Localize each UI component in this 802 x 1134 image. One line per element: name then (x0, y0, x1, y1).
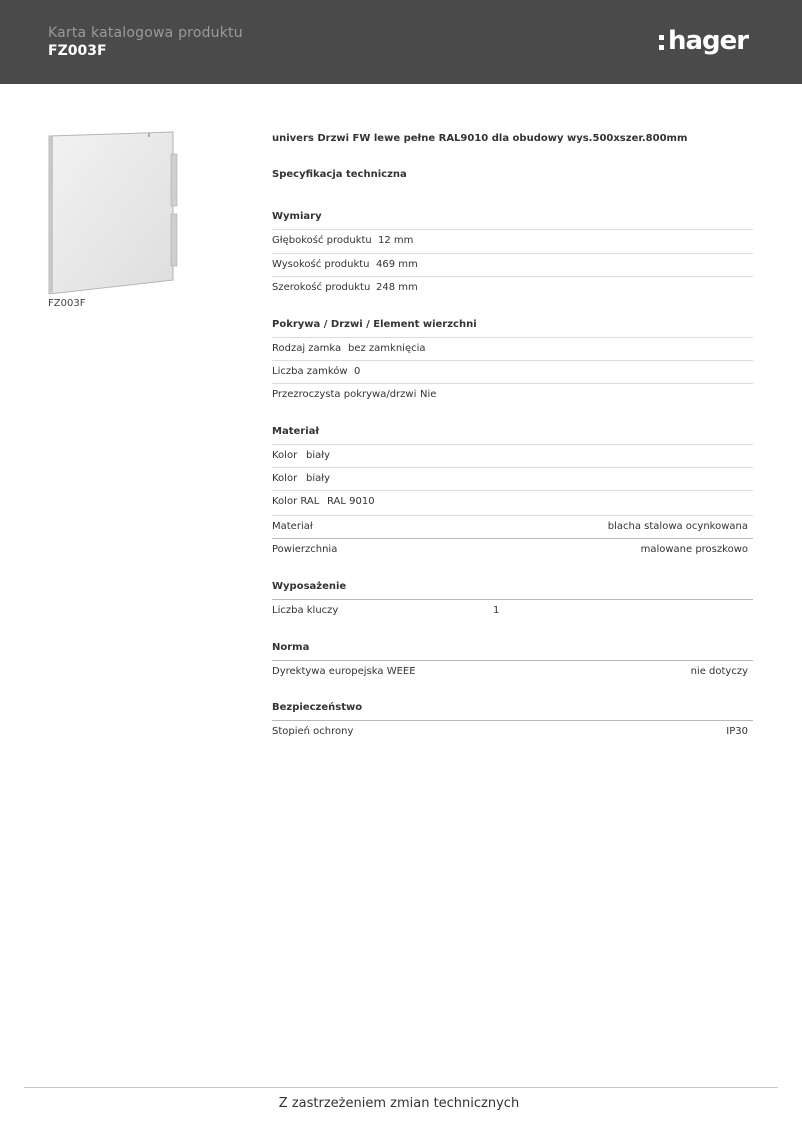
spec-row (272, 538, 753, 562)
spec-label: Głębokość produktu (272, 235, 372, 246)
spec-row (272, 467, 753, 491)
spec-label: Rodzaj zamka (272, 343, 342, 354)
product-title: univers Drzwi FW lewe pełne RAL9010 dla obudowy wys.500xszer.800mm (272, 133, 688, 144)
spec-value: IP30 (726, 726, 748, 737)
spec-label: Szerokość produktu (272, 282, 371, 293)
spec-label: Przezroczysta pokrywa/drzwi (272, 389, 417, 400)
spec-label: Wysokość produktu (272, 259, 370, 270)
hager-logo (656, 24, 756, 60)
spec-value: Nie (420, 389, 437, 400)
spec-value: biały (306, 450, 331, 461)
spec-value: 0 (354, 366, 361, 377)
spec-value: blacha stalowa ocynkowana (607, 521, 748, 532)
logo-dot-top (659, 35, 664, 40)
spec-value: 248 mm (376, 282, 418, 293)
logo-dot-bottom (659, 45, 664, 50)
product-image (45, 128, 180, 296)
section-title-pokrywa: Pokrywa / Drzwi / Element wierzchni (272, 319, 477, 330)
image-caption: FZ003F (48, 298, 86, 309)
spec-row (272, 253, 753, 277)
spec-label: Stopień ochrony (272, 726, 354, 737)
spec-value: malowane proszkowo (640, 544, 748, 555)
spec-row (272, 337, 753, 361)
footer-divider (24, 1087, 778, 1088)
spec-value: 12 mm (378, 235, 414, 246)
spec-label: Liczba zamków (272, 366, 348, 377)
product-code-header: FZ003F (48, 43, 107, 59)
document-type: Karta katalogowa produktu (48, 25, 243, 41)
spec-row (272, 383, 753, 407)
spec-value: biały (306, 473, 331, 484)
section-title-wyposazenie: Wyposażenie (272, 581, 347, 592)
spec-value: 1 (493, 605, 500, 616)
spec-row (272, 490, 753, 514)
spec-label: Dyrektywa europejska WEEE (272, 666, 416, 677)
spec-label: Powierzchnia (272, 544, 338, 555)
logo-text: hager (668, 26, 749, 56)
spec-row (272, 720, 753, 744)
footer-text: Z zastrzeżeniem zmian technicznych (278, 1096, 520, 1111)
page-header (0, 0, 802, 84)
spec-label: Kolor (272, 473, 298, 484)
spec-value: RAL 9010 (327, 496, 375, 507)
spec-label: Kolor (272, 450, 298, 461)
spec-row (272, 229, 753, 253)
spec-row (272, 660, 753, 684)
spec-row (272, 599, 753, 623)
spec-label: Materiał (272, 521, 313, 532)
section-title-bezpieczenstwo: Bezpieczeństwo (272, 702, 363, 713)
spec-value: bez zamknięcia (348, 343, 426, 354)
spec-value: nie dotyczy (690, 666, 748, 677)
spec-row (272, 444, 753, 468)
section-title-norma: Norma (272, 642, 310, 653)
section-title-material: Materiał (272, 426, 320, 437)
spec-row (272, 515, 753, 539)
spec-value: 469 mm (376, 259, 418, 270)
spec-row (272, 360, 753, 384)
section-title-wymiary: Wymiary (272, 211, 322, 222)
spec-label: Liczba kluczy (272, 605, 339, 616)
spec-row (272, 276, 753, 300)
spec-heading: Specyfikacja techniczna (272, 169, 407, 180)
spec-label: Kolor RAL (272, 496, 320, 507)
